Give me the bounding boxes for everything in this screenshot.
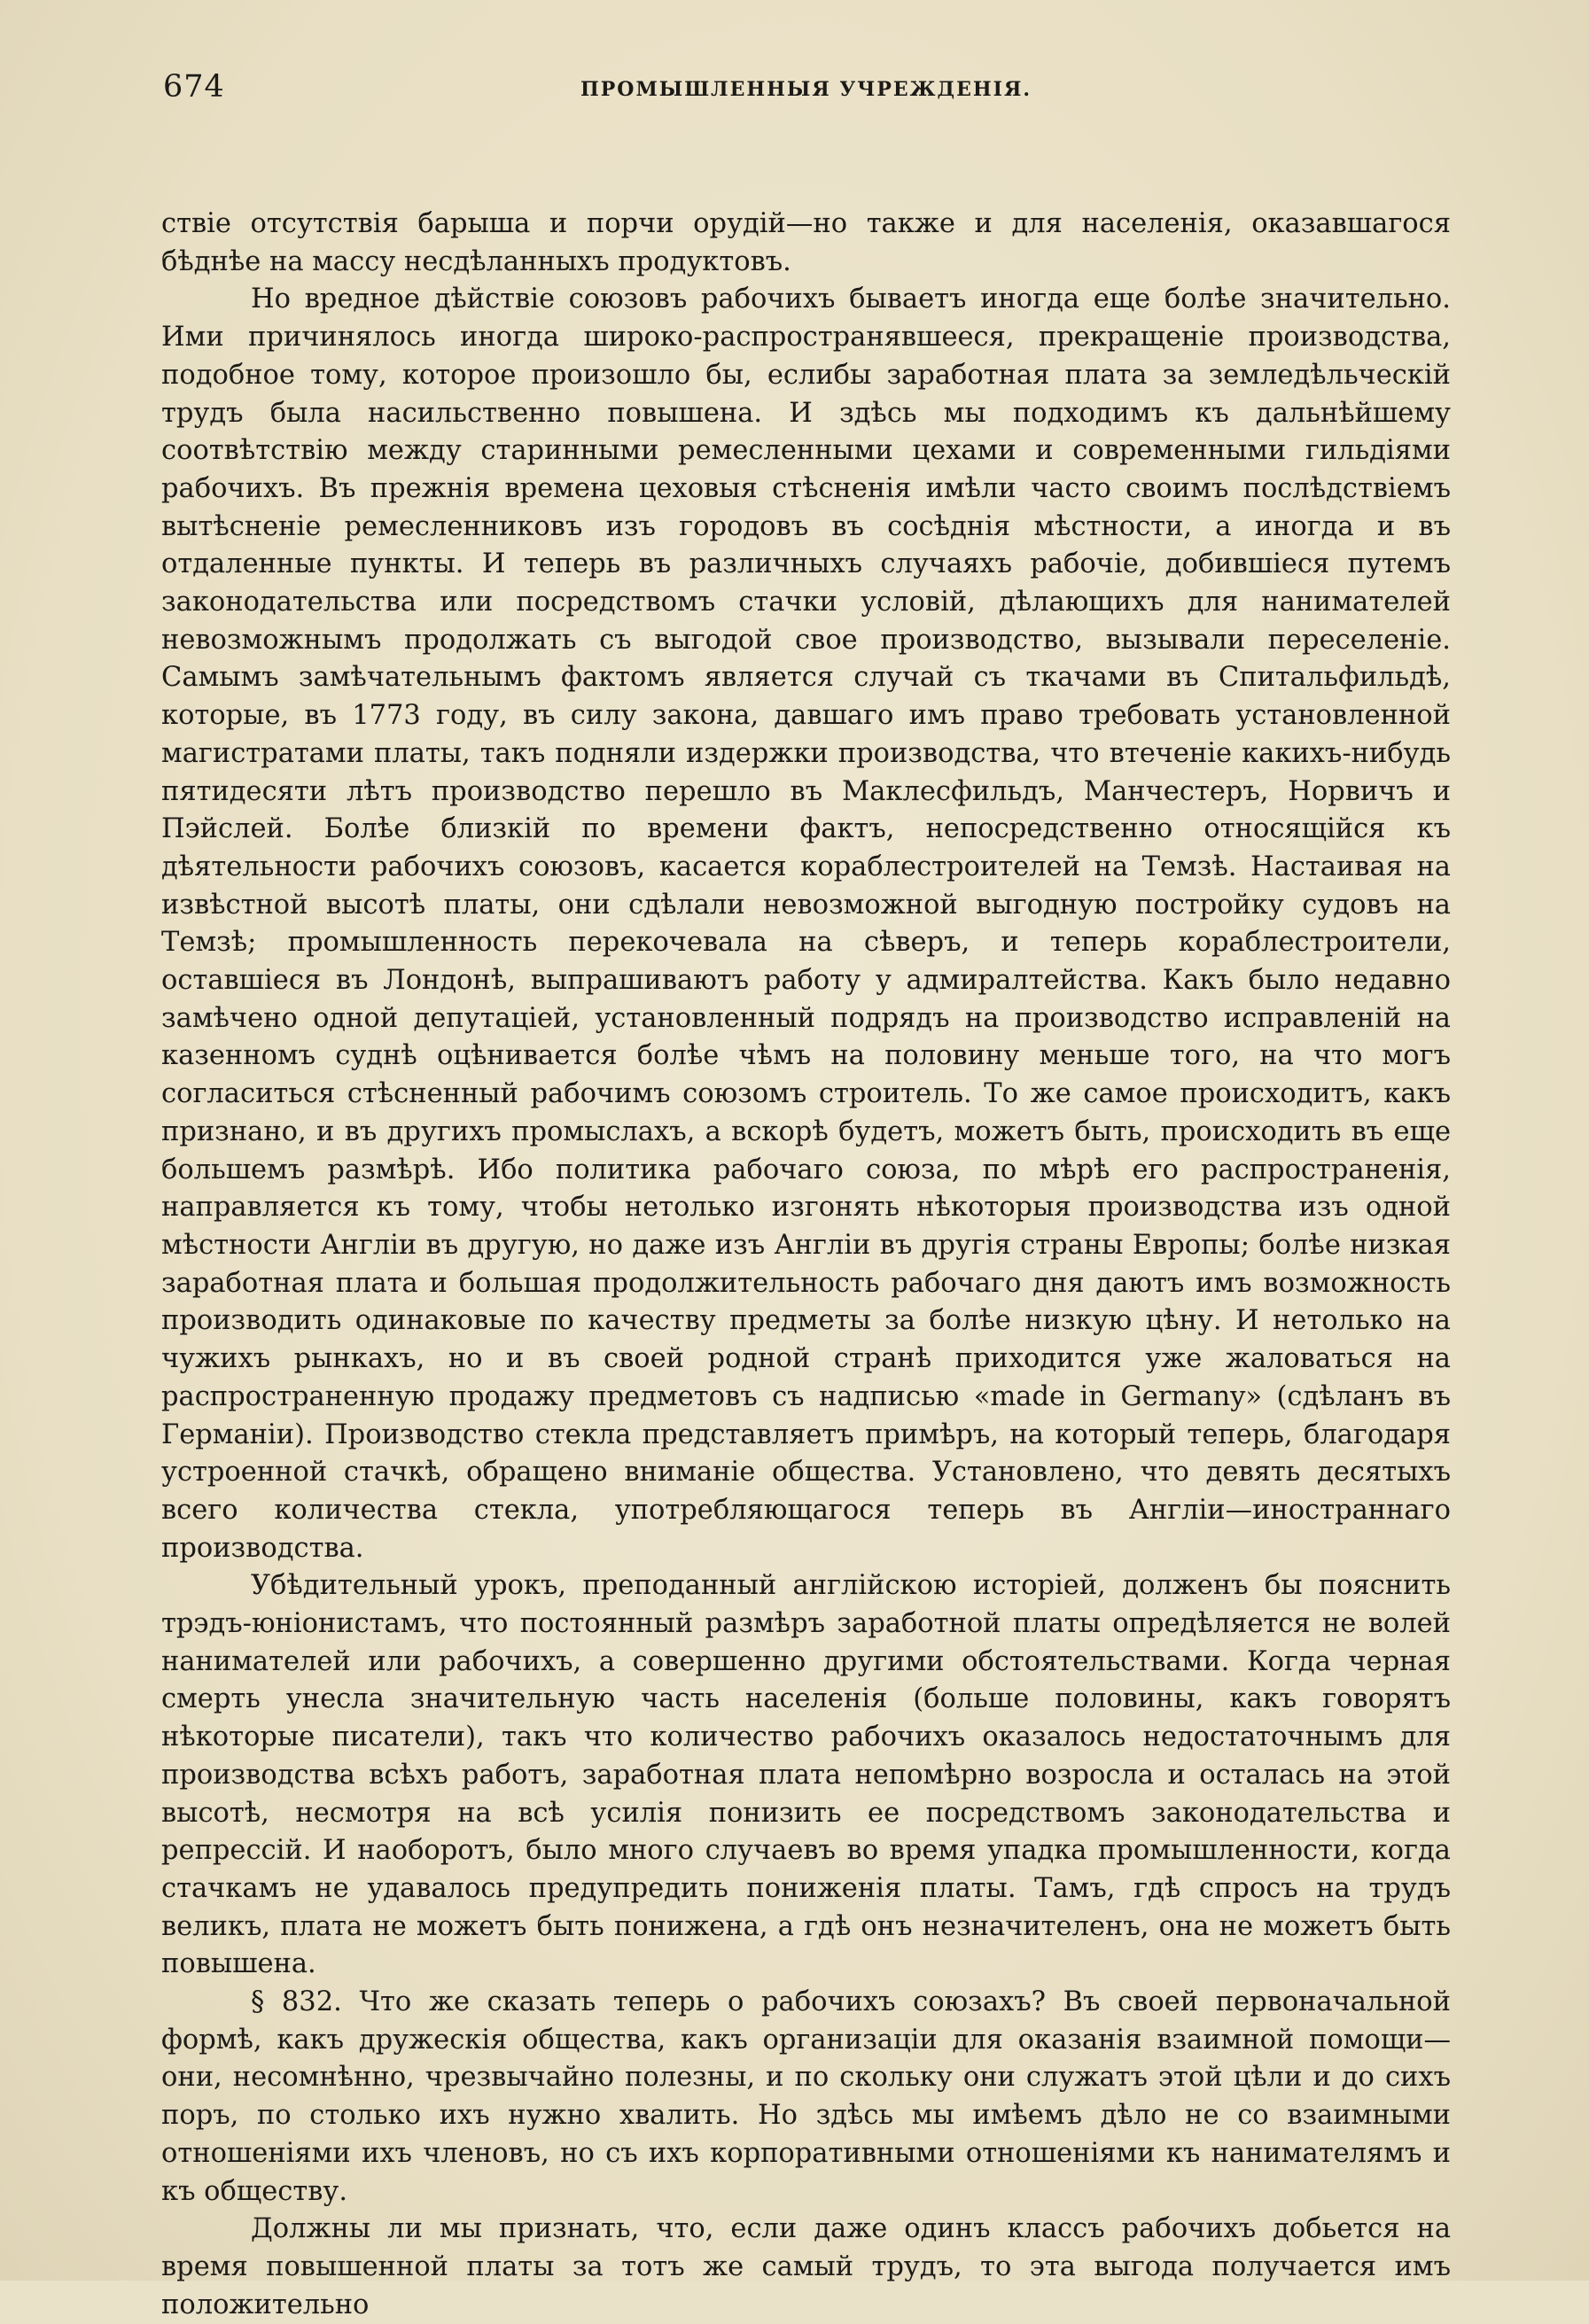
page-header [161, 69, 1451, 122]
paragraph-harmful-effect: Но вредное дѣйствіе союзовъ рабочихъ бываетъ иногда еще болѣе значительно. Ими причинялось иногда широко-распространявшееся, прекращеніе производства, подобное тому, которое произошло бы, еслибы заработная плата за земледѣльческій трудъ была насильственно повышена. И здѣсь мы подходимъ къ дальнѣйшему соотвѣтствію между старинными ремесленными цехами и современными гильдіями рабочихъ. Въ прежнія времена цеховыя стѣсненія имѣли часто своимъ послѣдствіемъ вытѣсненіе ремесленниковъ изъ городовъ въ сосѣднія мѣстности, а иногда и въ отдаленные пункты. И теперь въ различныхъ случаяхъ рабочіе, добившіеся путемъ законодательства или посредствомъ стачки условій, дѣлающихъ для нанимателей невозможнымъ продолжать съ выгодой свое производство, вызывали переселеніе. Самымъ замѣчательнымъ фактомъ является случай съ ткачами въ Спитальфильдѣ, которые, въ 1773 году, въ силу закона, давшаго имъ право требовать установленной магистратами платы, такъ подняли издержки производства, что втеченіе какихъ-нибудь пятидесяти лѣтъ производство перешло въ Маклесфильдъ, Манчестеръ, Норвичъ и Пэйслей. Болѣе близкій по времени фактъ, непосредственно относящійся къ дѣятельности рабочихъ союзовъ, касается кораблестроителей на Темзѣ. Настаивая на извѣстной высотѣ платы, они сдѣлали невозможной выгодную постройку судовъ на Темзѣ; промышленность перекочевала на сѣверъ, и теперь кораблестроители, оставшіеся въ Лондонѣ, выпрашиваютъ работу у адмиралтейства. Какъ было недавно замѣчено одной депутаціей, установленный подрядъ на производство исправленій на казенномъ суднѣ оцѣнивается болѣе чѣмъ на половину меньше того, на что могъ согласиться стѣсненный рабочимъ союзомъ строитель. То же самое происходитъ, какъ признано, и въ другихъ промыслахъ, а вскорѣ будетъ, можетъ быть, происходить въ еще большемъ размѣрѣ. Ибо политика рабочаго союза, по мѣрѣ его распространенія, направляется къ тому, чтобы нетолько изгонять нѣкоторыя производства изъ одной мѣстности Англіи въ другую, но даже изъ Англіи въ другія страны Европы; болѣе низкая заработная плата и большая продолжительность рабочаго дня даютъ имъ возможность производить одинаковые по качеству предметы за болѣе низкую цѣну. И нетолько на чужихъ рынкахъ, но и въ своей родной странѣ приходится уже жаловаться на распространенную продажу предметовъ съ надписью «made in Germany» (сдѣланъ въ Германіи). Производство стекла представляетъ примѣръ, на который теперь, благодаря устроенной стачкѣ, обращено вниманіе общества. Установлено, что девять десятыхъ всего количества стекла, употребляющагося теперь въ Англіи—иностраннаго производства. [161, 284, 1451, 1564]
paragraph-historical-lesson: Убѣдительный урокъ, преподанный англійскою исторіей, долженъ бы пояснить трэдъ-юніонистамъ, что постоянный размѣръ заработной платы опредѣляется не волей нанимателей или рабочихъ, а совершенно другими обстоятельствами. Когда черная смерть унесла значительную часть населенія (больше половины, какъ говорятъ нѣкоторые писатели), такъ что количество рабочихъ оказалось недостаточнымъ для производства всѣхъ работъ, заработная плата непомѣрно возросла и осталась на этой высотѣ, несмотря на всѣ усилія понизить ее посредствомъ законодательства и репрессій. И наоборотъ, было много случаевъ во время упадка промышленности, когда стачкамъ не удавалось предупредить пониженія платы. Тамъ, гдѣ спросъ на трудъ великъ, плата не можетъ быть понижена, а гдѣ онъ незначителенъ, она не можетъ быть повышена. [161, 1570, 1451, 1980]
running-title: ПРОМЫШЛЕННЫЯ УЧРЕЖДЕНІЯ. [580, 78, 1032, 101]
paragraph-question: Должны ли мы признать, что, если даже одинъ классъ рабочихъ добьется на время повышенной платы за тотъ же самый трудъ, то эта выгода получается имъ положительно [161, 2213, 1451, 2320]
paragraph-section-832: § 832. Что же сказать теперь о рабочихъ союзахъ? Въ своей первоначальной формѣ, какъ дружескія общества, какъ организаціи для оказанія взаимной помощи—они, несомнѣнно, чрезвычайно полезны, и по скольку они служатъ этой цѣли и до сихъ поръ, по столько ихъ нужно хвалить. Но здѣсь мы имѣемъ дѣло не со взаимными отношеніями ихъ членовъ, но съ ихъ корпоративными отношеніями къ нанимателямъ и къ обществу. [161, 1986, 1451, 2207]
page-number: 674 [163, 69, 225, 105]
paragraph-continuation: ствіе отсутствія барыша и порчи орудій—но также и для населенія, оказавшагося бѣднѣе на массу несдѣланныхъ продуктовъ. [161, 208, 1451, 277]
body-text [161, 206, 1451, 2324]
